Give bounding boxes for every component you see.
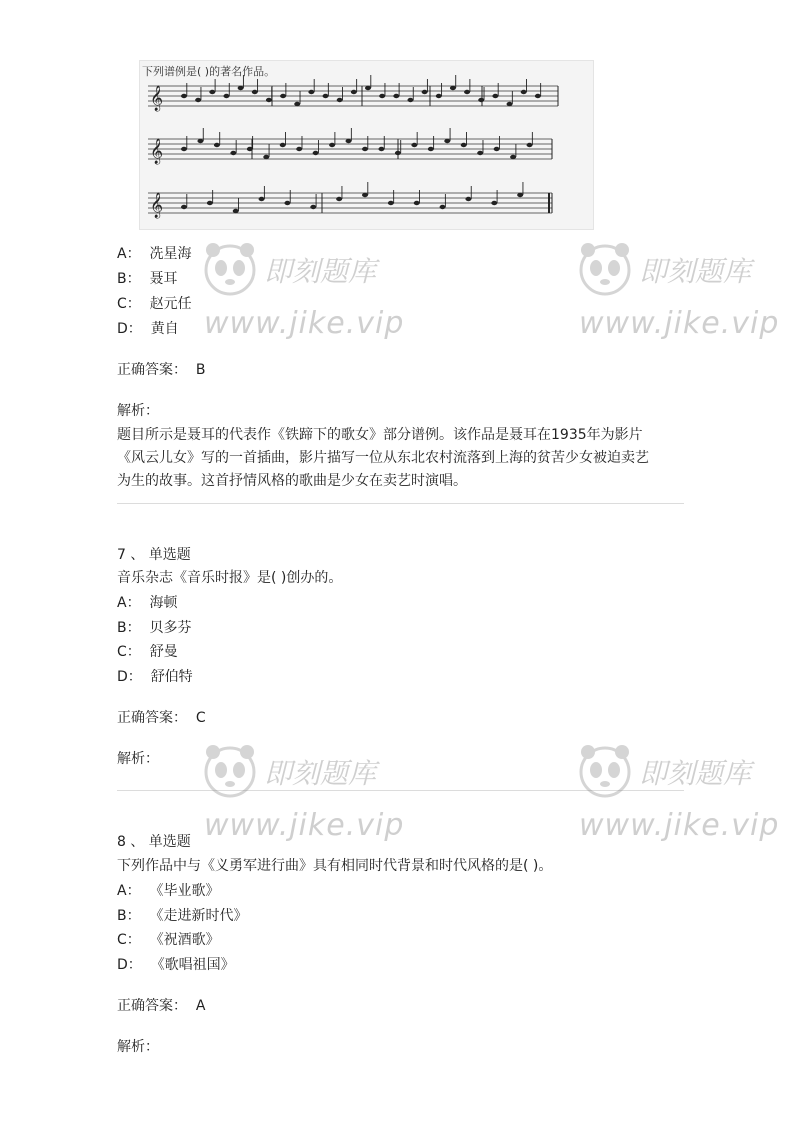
note-head <box>464 90 470 94</box>
note-head <box>362 147 368 151</box>
note-head <box>263 155 269 159</box>
score-caption: 下列谱例是( )的著名作品。 <box>142 65 276 78</box>
note-head <box>517 193 523 197</box>
note-head <box>461 143 467 147</box>
note-head <box>422 90 428 94</box>
q7-header: 7 、 单选题 <box>117 547 191 563</box>
note-head <box>521 90 527 94</box>
note-head <box>329 143 335 147</box>
note-head <box>411 143 417 147</box>
note-head <box>395 151 401 155</box>
treble-clef-icon: 𝄞 <box>150 139 164 164</box>
note-head <box>535 94 541 98</box>
watermark-url: www.jike.vip <box>204 808 405 843</box>
treble-clef-icon: 𝄞 <box>150 86 164 111</box>
q6-answer: 正确答案： B <box>117 362 206 378</box>
note-head <box>296 147 302 151</box>
music-staff-drawing <box>140 61 593 229</box>
note-head <box>351 90 357 94</box>
note-head <box>233 209 239 213</box>
q6-option-b: B： 聂耳 <box>117 271 178 287</box>
note-head <box>494 147 500 151</box>
watermark-url: www.jike.vip <box>579 306 780 341</box>
q6-analysis-line-3: 为生的故事。这首抒情风格的歌曲是少女在卖艺时演唱。 <box>117 473 467 489</box>
note-head <box>294 102 300 106</box>
note-head <box>252 90 258 94</box>
note-head <box>323 94 329 98</box>
watermark-url: www.jike.vip <box>579 808 780 843</box>
q6-option-a: A： 冼星海 <box>117 246 192 262</box>
note-head <box>492 94 498 98</box>
note-head <box>444 139 450 143</box>
note-head <box>407 98 413 102</box>
question-divider <box>117 503 684 504</box>
note-head <box>346 139 352 143</box>
note-head <box>477 151 483 155</box>
q8-option-c: C： 《祝酒歌》 <box>117 932 220 948</box>
note-head <box>478 98 484 102</box>
note-head <box>223 94 229 98</box>
note-head <box>465 197 471 201</box>
watermark <box>575 740 780 843</box>
question-divider <box>117 790 684 791</box>
note-head <box>313 151 319 155</box>
q6-option-d: D： 黄自 <box>117 321 179 337</box>
panda-logo-icon <box>200 740 260 802</box>
q8-answer: 正确答案： A <box>117 998 206 1014</box>
watermark-brand: 即刻题库 <box>264 255 377 288</box>
note-head <box>436 94 442 98</box>
note-head <box>365 86 371 90</box>
q6-analysis-line-1: 题目所示是聂耳的代表作《铁蹄下的歌女》部分谱例。该作品是聂耳在1935年为影片 <box>117 427 643 443</box>
note-head <box>379 94 385 98</box>
note-head <box>266 98 272 102</box>
note-head <box>209 90 215 94</box>
note-head <box>214 143 220 147</box>
note-head <box>308 90 314 94</box>
note-head <box>230 151 236 155</box>
q8-header: 8 、 单选题 <box>117 834 191 850</box>
note-head <box>362 193 368 197</box>
note-head <box>388 201 394 205</box>
q6-analysis-line-2: 《风云儿女》写的一首插曲，影片描写一位从东北农村流落到上海的贫苦少女被迫卖艺 <box>117 450 649 466</box>
music-score-image <box>139 60 594 230</box>
note-head <box>238 86 244 90</box>
note-head <box>181 147 187 151</box>
q7-answer: 正确答案： C <box>117 710 206 726</box>
note-head <box>450 86 456 90</box>
q7-option-a: A： 海顿 <box>117 595 178 611</box>
watermark-brand: 即刻题库 <box>639 757 752 790</box>
note-head <box>491 201 497 205</box>
watermark <box>200 740 405 843</box>
q7-option-c: C： 舒曼 <box>117 644 178 660</box>
q8-analysis-label: 解析： <box>117 1039 159 1055</box>
note-head <box>510 155 516 159</box>
treble-clef-icon: 𝄞 <box>150 193 164 218</box>
note-head <box>393 94 399 98</box>
q7-analysis-label: 解析： <box>117 751 159 767</box>
note-head <box>197 139 203 143</box>
note-head <box>207 201 213 205</box>
note-head <box>280 143 286 147</box>
note-head <box>428 147 434 151</box>
note-head <box>310 205 316 209</box>
panda-logo-icon <box>575 238 635 300</box>
note-head <box>336 197 342 201</box>
q8-option-d: D： 《歌唱祖国》 <box>117 957 235 973</box>
note-head <box>181 94 187 98</box>
watermark-brand: 即刻题库 <box>639 255 752 288</box>
q7-question: 音乐杂志《音乐时报》是( )创办的。 <box>117 570 343 586</box>
panda-logo-icon <box>575 740 635 802</box>
q7-option-d: D： 舒伯特 <box>117 669 193 685</box>
watermark <box>200 238 405 341</box>
note-head <box>440 205 446 209</box>
q7-option-b: B： 贝多芬 <box>117 620 192 636</box>
note-head <box>507 102 513 106</box>
note-head <box>195 98 201 102</box>
watermark-brand: 即刻题库 <box>264 757 377 790</box>
note-head <box>378 147 384 151</box>
watermark <box>575 238 780 341</box>
q6-analysis-label: 解析： <box>117 403 159 419</box>
q8-question: 下列作品中与《义勇军进行曲》具有相同时代背景和时代风格的是( )。 <box>117 858 553 874</box>
q8-option-a: A： 《毕业歌》 <box>117 883 220 899</box>
note-head <box>280 94 286 98</box>
q6-option-c: C： 赵元任 <box>117 296 192 312</box>
note-head <box>247 147 253 151</box>
note-head <box>284 201 290 205</box>
note-head <box>181 205 187 209</box>
panda-logo-icon <box>200 238 260 300</box>
note-head <box>337 98 343 102</box>
q8-option-b: B： 《走进新时代》 <box>117 908 248 924</box>
note-head <box>259 197 265 201</box>
note-head <box>414 201 420 205</box>
note-head <box>527 143 533 147</box>
watermark-url: www.jike.vip <box>204 306 405 341</box>
